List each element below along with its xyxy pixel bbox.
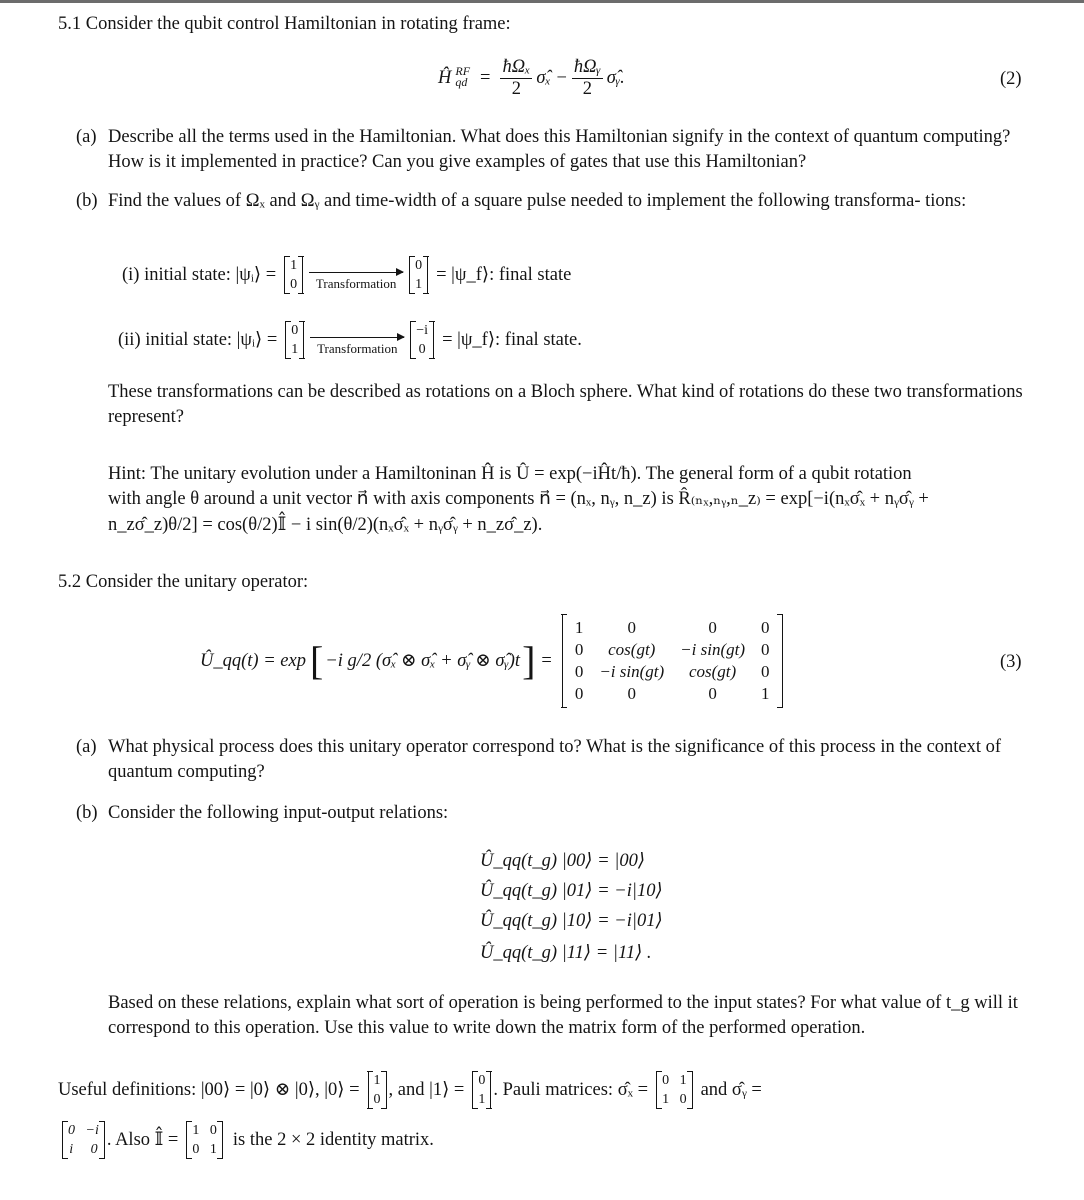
eq-den2: 2 (582, 79, 592, 99)
row-ii-prefix: (ii) initial state: |ψᵢ⟩ = (118, 330, 278, 350)
relation-3: Û_qq(t_g) |10⟩ = −i|01⟩ (480, 911, 663, 931)
eq-num1: ħΩₓ (502, 57, 531, 77)
transformation-row-i (122, 250, 571, 300)
ket-0-vector: 1 0 (368, 1071, 387, 1109)
relation-1: Û_qq(t_g) |00⟩ = |00⟩ (480, 851, 646, 871)
s52-part-b-label: (b) (76, 803, 98, 823)
matrix-row (567, 683, 778, 705)
rotation-question: These transformations can be described as rotations on a Bloch sphere. What kind of rotations do these two transformations represent? (108, 382, 1023, 427)
and-sigma-y: and σ̂ᵧ = (700, 1079, 762, 1100)
matrix-cell: −i sin(gt) (599, 662, 665, 681)
matrix-cell: cos(gt) (608, 640, 656, 659)
left-bracket: [ (309, 638, 324, 683)
hamiltonian-equation (438, 56, 625, 99)
matrix-cell: 0 (574, 684, 584, 703)
unitary-matrix (562, 614, 783, 708)
identity-tail: is the 2 × 2 identity matrix. (232, 1129, 434, 1150)
unitary-equals: = (541, 650, 552, 671)
matrix-cell: −i sin(gt) (680, 640, 746, 659)
eq-number-3: (3) (1000, 652, 1022, 672)
matrix-cell: 0 (627, 684, 636, 703)
row-i-suffix: = |ψ_f⟩: final state (436, 265, 572, 285)
part-b-text: Find the values of Ωₓ and Ωᵧ and time-width of a square pulse needed to implement the following transforma- tions: (108, 191, 967, 211)
section-5-1-intro: 5.1 Consider the qubit control Hamiltonian in rotating frame: (58, 14, 511, 34)
row-ii-arrow: Transformation (310, 337, 404, 358)
eq-equals: = (480, 67, 491, 88)
useful-definitions-line-2 (62, 1116, 434, 1164)
eq-sup: RF (455, 63, 471, 78)
row-i-prefix: (i) initial state: |ψᵢ⟩ = (122, 265, 277, 285)
right-bracket: ] (522, 638, 536, 683)
pauli-label: . Pauli matrices: σ̂ₓ = (493, 1079, 649, 1100)
hint-line-2: with angle θ around a unit vector n⃗ with axis components n⃗ = (nₓ, nᵧ, n_z) is R̂₍ₙₓ,ₙᵧ,ₙ_z₎ = exp[−i(nₓσ̂ₓ + nᵧσ̂ᵧ + (108, 489, 929, 509)
matrix-cell: 0 (761, 662, 770, 681)
matrix-cell: 1 (574, 618, 584, 637)
eq-den1: 2 (511, 79, 522, 99)
eq-number-2: (2) (1000, 69, 1022, 89)
s52-part-a-text: What physical process does this unitary operator correspond to? What is the significance of this process in the context of quantum computing? (108, 737, 1002, 782)
eq-sub: qd (455, 74, 468, 89)
matrix-cell: 0 (574, 640, 584, 659)
eq-sx: σ̂ₓ − (536, 67, 568, 88)
matrix-cell: 0 (761, 618, 770, 637)
transformation-row-ii (118, 315, 582, 365)
matrix-cell: 1 (761, 684, 770, 703)
unitary-lhs: Û_qq(t) = exp (200, 650, 306, 671)
row-i-input-vector: 1 0 (284, 256, 303, 294)
eq-sy: σ̂ᵧ. (606, 67, 625, 88)
eq-num2: ħΩᵧ (573, 57, 601, 77)
matrix-row (567, 661, 778, 683)
matrix-cell: cos(gt) (688, 662, 737, 681)
top-rule (0, 0, 1084, 3)
matrix-cell: 0 (761, 640, 770, 659)
useful-label: Useful definitions: |00⟩ = |0⟩ ⊗ |0⟩, |0⟩ = (58, 1080, 360, 1100)
part-b-label: (b) (76, 191, 98, 211)
part-a-text: Describe all the terms used in the Hamiltonian. What does this Hamiltonian signify in the context of quantum computing? How is it implemented in practice? Can you give examples of gates that use this Hamiltonian? (108, 127, 1011, 172)
sigma-y-matrix: 0 −i i 0 (62, 1121, 105, 1159)
based-on-text: Based on these relations, explain what sort of operation is being performed to the input states? For what value of t_g will it correspond to this operation. Use this value to write down the matrix form of the performed operation. (108, 993, 1018, 1038)
relation-2: Û_qq(t_g) |01⟩ = −i|10⟩ (480, 881, 663, 901)
relation-4: Û_qq(t_g) |11⟩ = |11⟩ . (480, 943, 652, 963)
matrix-cell: 0 (627, 618, 636, 637)
part-a-label: (a) (76, 127, 97, 147)
s52-part-a-label: (a) (76, 737, 97, 757)
matrix-cell: 0 (574, 662, 584, 681)
and-ket-1: , and |1⟩ = (388, 1080, 465, 1100)
row-ii-suffix: = |ψ_f⟩: final state. (442, 330, 582, 350)
row-ii-input-vector: 0 1 (285, 321, 304, 359)
also-identity: . Also 𝕀̂ = (106, 1130, 179, 1150)
eq-lhs: Ĥ (438, 67, 452, 88)
section-5-2-intro: 5.2 Consider the unitary operator: (58, 572, 309, 592)
unitary-exponent: −i g/2 (σ̂ₓ ⊗ σ̂ₓ + σ̂ᵧ ⊗ σ̂ᵧ)t (325, 651, 521, 671)
sigma-x-matrix: 0 1 1 0 (656, 1071, 693, 1109)
hint-line-3: n_zσ̂_z)θ/2] = cos(θ/2)𝕀̂ − i sin(θ/2)(nₓσ̂ₓ + nᵧσ̂ᵧ + n_zσ̂_z). (108, 515, 543, 535)
ket-1-vector: 0 1 (472, 1071, 491, 1109)
useful-definitions-line-1 (58, 1066, 762, 1114)
matrix-row (567, 639, 778, 661)
unitary-equation (200, 612, 783, 710)
matrix-row (567, 617, 778, 639)
row-i-output-vector: 0 1 (409, 256, 428, 294)
s52-part-b-text: Consider the following input-output relations: (108, 803, 449, 823)
hint-line-1: Hint: The unitary evolution under a Hamiltoninan Ĥ is Û = exp(−iĤt/ħ). The general form of a qubit rotation (108, 464, 912, 484)
row-i-arrow: Transformation (309, 272, 403, 293)
unitary-matrix-table (567, 617, 778, 705)
identity-matrix: 1 0 0 1 (186, 1121, 223, 1159)
matrix-cell: 0 (708, 618, 717, 637)
row-ii-output-vector: −i 0 (410, 321, 434, 359)
matrix-cell: 0 (708, 684, 717, 703)
